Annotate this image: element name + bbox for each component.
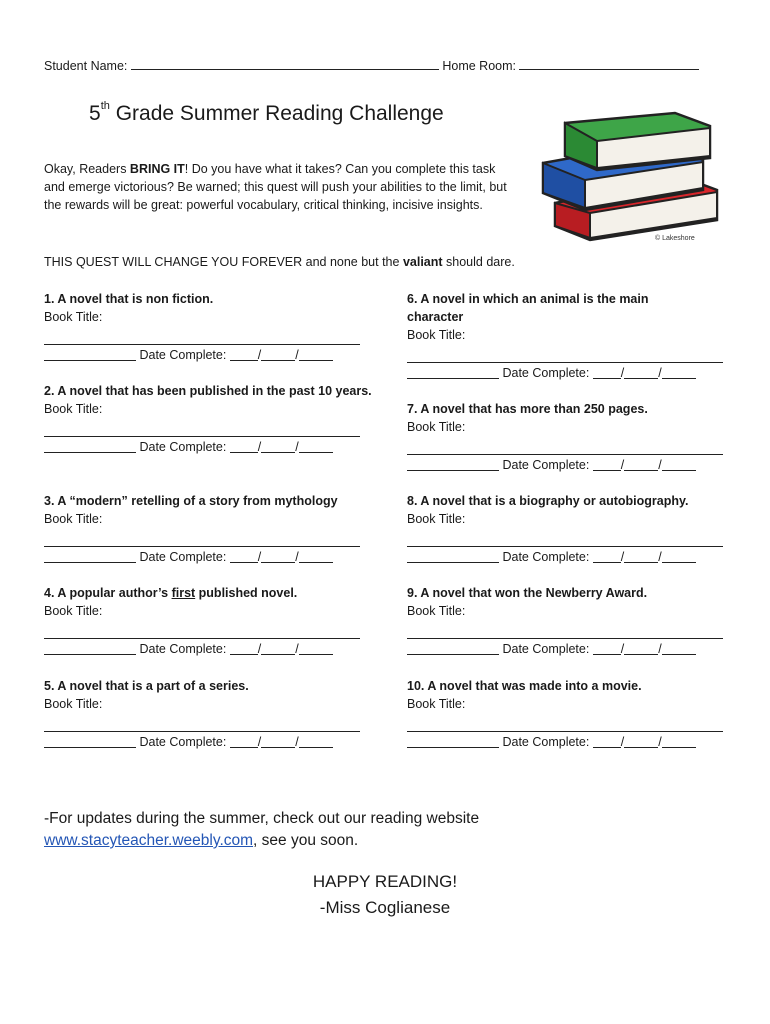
date-month-field[interactable] bbox=[593, 457, 621, 471]
book-title-field[interactable] bbox=[407, 436, 723, 455]
book-title-field[interactable] bbox=[407, 528, 723, 547]
book-title-field[interactable] bbox=[44, 326, 360, 345]
challenge-item-4 bbox=[44, 584, 374, 658]
item-heading-post: published novel. bbox=[195, 586, 298, 600]
home-room-field[interactable] bbox=[519, 56, 699, 70]
date-year-field[interactable] bbox=[299, 549, 333, 563]
date-year-field[interactable] bbox=[299, 641, 333, 655]
date-complete-label: Date Complete: bbox=[136, 735, 230, 749]
book-title-label: Book Title: bbox=[407, 697, 466, 711]
student-name-label: Student Name: bbox=[44, 59, 128, 73]
date-day-field[interactable] bbox=[261, 347, 295, 361]
book-title-label: Book Title: bbox=[44, 604, 103, 618]
date-complete-label: Date Complete: bbox=[499, 642, 593, 656]
item-heading: 2. A novel that has been published in the past 10 years. bbox=[44, 384, 372, 398]
item-heading: 5. A novel that is a part of a series. bbox=[44, 679, 249, 693]
image-caption: © Lakeshore bbox=[655, 235, 695, 242]
challenge-item-6 bbox=[407, 290, 737, 382]
footer-note bbox=[44, 808, 644, 852]
date-year-field[interactable] bbox=[662, 365, 696, 379]
intro-paragraph bbox=[44, 160, 514, 214]
date-day-field[interactable] bbox=[624, 641, 658, 655]
date-complete-label: Date Complete: bbox=[499, 366, 593, 380]
title-grade-suffix: th bbox=[100, 100, 110, 112]
initials-field[interactable] bbox=[407, 641, 499, 655]
date-year-field[interactable] bbox=[662, 734, 696, 748]
date-complete-row: Date Complete: / / bbox=[407, 640, 737, 658]
book-title-label: Book Title: bbox=[44, 512, 103, 526]
date-complete-row: Date Complete: / / bbox=[407, 548, 737, 566]
date-complete-label: Date Complete: bbox=[136, 642, 230, 656]
date-day-field[interactable] bbox=[624, 549, 658, 563]
date-complete-label: Date Complete: bbox=[499, 550, 593, 564]
book-title-field[interactable] bbox=[44, 620, 360, 639]
intro-text-1: Okay, Readers bbox=[44, 162, 130, 176]
page-title bbox=[89, 102, 444, 126]
date-complete-label: Date Complete: bbox=[136, 440, 230, 454]
initials-field[interactable] bbox=[407, 549, 499, 563]
book-title-label: Book Title: bbox=[44, 697, 103, 711]
date-month-field[interactable] bbox=[593, 641, 621, 655]
item-heading: 6. A novel in which an animal is the main character bbox=[407, 292, 649, 324]
date-day-field[interactable] bbox=[261, 549, 295, 563]
website-link[interactable]: www.stacyteacher.weebly.com bbox=[44, 832, 254, 849]
book-title-field[interactable] bbox=[407, 713, 723, 732]
date-complete-row: Date Complete: / / bbox=[44, 548, 374, 566]
date-year-field[interactable] bbox=[662, 549, 696, 563]
date-complete-row: Date Complete: / / bbox=[407, 364, 737, 382]
book-title-label: Book Title: bbox=[407, 420, 466, 434]
date-day-field[interactable] bbox=[624, 734, 658, 748]
item-heading: 9. A novel that won the Newberry Award. bbox=[407, 586, 648, 600]
date-complete-row: Date Complete: / / bbox=[44, 733, 374, 751]
book-title-label: Book Title: bbox=[407, 512, 466, 526]
item-heading-underlined: first bbox=[171, 586, 196, 600]
initials-field[interactable] bbox=[44, 549, 136, 563]
home-room-label: Home Room: bbox=[442, 59, 516, 73]
initials-field[interactable] bbox=[407, 365, 499, 379]
books-stack-illustration bbox=[535, 108, 725, 248]
date-month-field[interactable] bbox=[230, 439, 258, 453]
date-month-field[interactable] bbox=[593, 365, 621, 379]
book-title-label: Book Title: bbox=[407, 328, 466, 342]
date-complete-row: Date Complete: / / bbox=[44, 346, 374, 364]
item-heading: 7. A novel that has more than 250 pages. bbox=[407, 402, 648, 416]
challenge-item-1 bbox=[44, 290, 374, 364]
date-complete-label: Date Complete: bbox=[136, 550, 230, 564]
intro-text-2: ! Do you have what it takes? Can you complete this task and emerge victorious? Be warned; this quest will push your abilities to the limit, but the rewards will be great: powerful vocabulary, critical thinking, incisive insights. bbox=[44, 162, 507, 212]
quest-text-2: should dare. bbox=[442, 255, 515, 269]
initials-field[interactable] bbox=[44, 439, 136, 453]
book-title-field[interactable] bbox=[44, 713, 360, 732]
date-day-field[interactable] bbox=[261, 734, 295, 748]
date-year-field[interactable] bbox=[299, 347, 333, 361]
book-title-field[interactable] bbox=[407, 344, 723, 363]
initials-field[interactable] bbox=[44, 641, 136, 655]
quest-line bbox=[44, 253, 515, 271]
book-title-label: Book Title: bbox=[44, 402, 103, 416]
date-complete-label: Date Complete: bbox=[499, 735, 593, 749]
date-month-field[interactable] bbox=[230, 641, 258, 655]
footer-line-1: -For updates during the summer, check out our reading website bbox=[44, 810, 480, 827]
item-heading: 1. A novel that is non fiction. bbox=[44, 292, 214, 306]
challenge-item-10 bbox=[407, 677, 737, 751]
book-title-label: Book Title: bbox=[407, 604, 466, 618]
title-grade-number: 5 bbox=[89, 102, 101, 125]
date-day-field[interactable] bbox=[261, 439, 295, 453]
item-heading: 8. A novel that is a biography or autobiography. bbox=[407, 494, 689, 508]
item-heading-pre: 4. A popular author’s bbox=[44, 586, 172, 600]
challenge-item-7 bbox=[407, 400, 737, 474]
book-title-field[interactable] bbox=[44, 528, 360, 547]
challenge-item-3 bbox=[44, 492, 374, 566]
date-day-field[interactable] bbox=[261, 641, 295, 655]
date-complete-label: Date Complete: bbox=[499, 458, 593, 472]
item-heading: 10. A novel that was made into a movie. bbox=[407, 679, 642, 693]
happy-reading: HAPPY READING! bbox=[312, 872, 458, 891]
initials-field[interactable] bbox=[407, 734, 499, 748]
date-year-field[interactable] bbox=[299, 439, 333, 453]
date-complete-row: Date Complete: / / bbox=[44, 640, 374, 658]
signature: -Miss Coglianese bbox=[319, 898, 451, 917]
book-title-label: Book Title: bbox=[44, 310, 103, 324]
header-row bbox=[44, 56, 699, 75]
initials-field[interactable] bbox=[407, 457, 499, 471]
date-month-field[interactable] bbox=[230, 347, 258, 361]
item-heading: 3. A “modern” retelling of a story from mythology bbox=[44, 494, 338, 508]
quest-bold: valiant bbox=[402, 255, 443, 269]
date-day-field[interactable] bbox=[624, 457, 658, 471]
footer-line-2-rest: , see you soon. bbox=[253, 832, 359, 849]
challenge-item-5 bbox=[44, 677, 374, 751]
quest-text-1: THIS QUEST WILL CHANGE YOU FOREVER and none but the bbox=[44, 255, 403, 269]
closing bbox=[0, 869, 770, 921]
date-month-field[interactable] bbox=[593, 549, 621, 563]
item-heading bbox=[44, 584, 374, 602]
book-title-field[interactable] bbox=[44, 418, 360, 437]
student-name-field[interactable] bbox=[131, 56, 439, 70]
date-complete-row: Date Complete: / / bbox=[44, 438, 374, 456]
title-text: Grade Summer Reading Challenge bbox=[109, 102, 444, 125]
challenge-item-9 bbox=[407, 584, 737, 658]
date-year-field[interactable] bbox=[662, 457, 696, 471]
date-year-field[interactable] bbox=[662, 641, 696, 655]
date-month-field[interactable] bbox=[230, 734, 258, 748]
challenge-item-2 bbox=[44, 382, 374, 456]
date-month-field[interactable] bbox=[593, 734, 621, 748]
date-month-field[interactable] bbox=[230, 549, 258, 563]
date-year-field[interactable] bbox=[299, 734, 333, 748]
book-title-field[interactable] bbox=[407, 620, 723, 639]
date-day-field[interactable] bbox=[624, 365, 658, 379]
challenge-item-8 bbox=[407, 492, 737, 566]
date-complete-row: Date Complete: / / bbox=[407, 733, 737, 751]
intro-bold: BRING IT bbox=[129, 162, 185, 176]
date-complete-label: Date Complete: bbox=[136, 348, 230, 362]
initials-field[interactable] bbox=[44, 734, 136, 748]
initials-field[interactable] bbox=[44, 347, 136, 361]
date-complete-row: Date Complete: / / bbox=[407, 456, 737, 474]
